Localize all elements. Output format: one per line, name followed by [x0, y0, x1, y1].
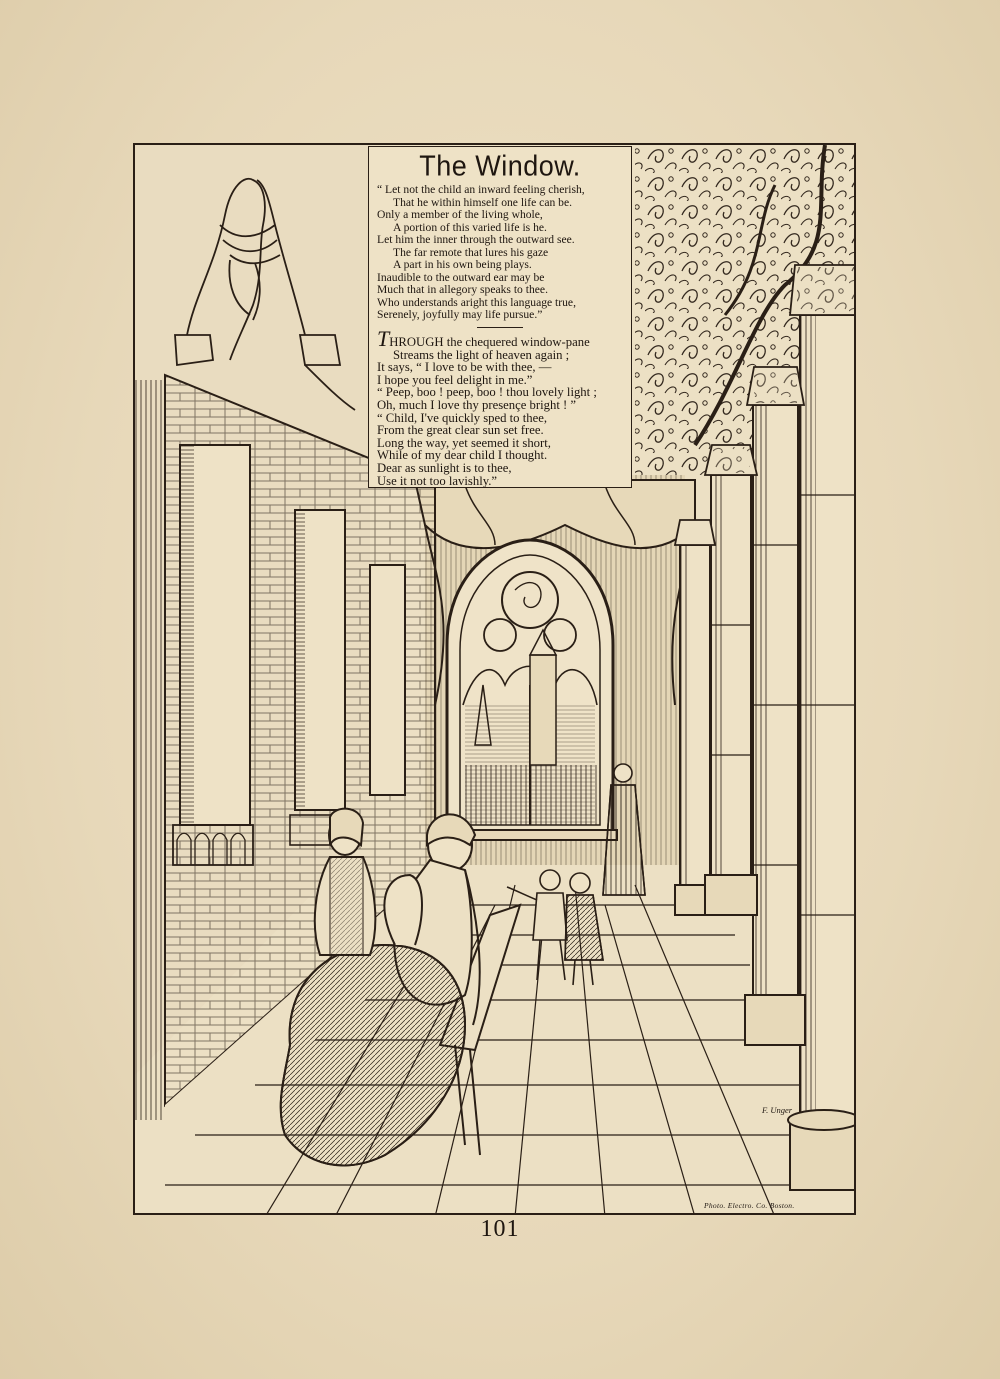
poem-line: That he within himself one life can be. — [393, 195, 573, 209]
poem-line: Oh, much I love thy presençe bright ! ” — [377, 397, 577, 412]
poem-line: “ Let not the child an inward feeling cherish, — [377, 183, 585, 196]
poem-line — [377, 326, 623, 352]
poem-stanza-2 — [377, 326, 623, 488]
poem-line: I hope you feel delight in me.” — [377, 372, 533, 387]
poem-line: It says, “ I love to be with thee, — — [377, 360, 552, 375]
poem-line-text: HROUGH the chequered window-pane — [389, 335, 590, 350]
poem-line: Let him the inner through the outward see. — [377, 233, 575, 247]
page-number: 101 — [480, 1216, 520, 1242]
poem-line: Use it not too lavishly.” — [377, 473, 498, 488]
poem-line: Dear as sunlight is to thee, — [377, 460, 512, 475]
drop-cap: T — [377, 326, 390, 352]
poem-line: Long the way, yet seemed it short, — [377, 435, 551, 450]
poem-line: Serenely, joyfully may life pursue.” — [377, 308, 543, 322]
poem-line: Much that in allegory speaks to thee. — [377, 283, 548, 297]
poem-panel — [368, 146, 632, 488]
poem-line: “ Child, I've quickly sped to thee, — [377, 410, 548, 425]
engraver-credit: Photo. Electro. Co. Boston. — [704, 1201, 795, 1210]
poem-line: Streams the light of heaven again ; — [393, 347, 570, 362]
poem-line: “ Peep, boo ! peep, boo ! thou lovely light ; — [377, 385, 597, 400]
poem-line: A part in his own being plays. — [393, 258, 532, 272]
poem-line: Only a member of the living whole, — [377, 208, 543, 222]
poem-line: From the great clear sun set free. — [377, 423, 544, 438]
poem-stanza-1 — [377, 184, 623, 322]
poem-title: The Window. — [419, 150, 581, 182]
artist-signature: F. Unger — [762, 1105, 793, 1115]
poem-line: The far remote that lures his gaze — [393, 245, 549, 259]
poem-line: While of my dear child I thought. — [377, 448, 548, 463]
poem-line: A portion of this varied life is he. — [393, 220, 547, 234]
poem-line: Who understands aright this language true, — [377, 295, 576, 309]
poem-line: Inaudible to the outward ear may be — [377, 270, 545, 284]
stanza-divider — [477, 327, 523, 328]
